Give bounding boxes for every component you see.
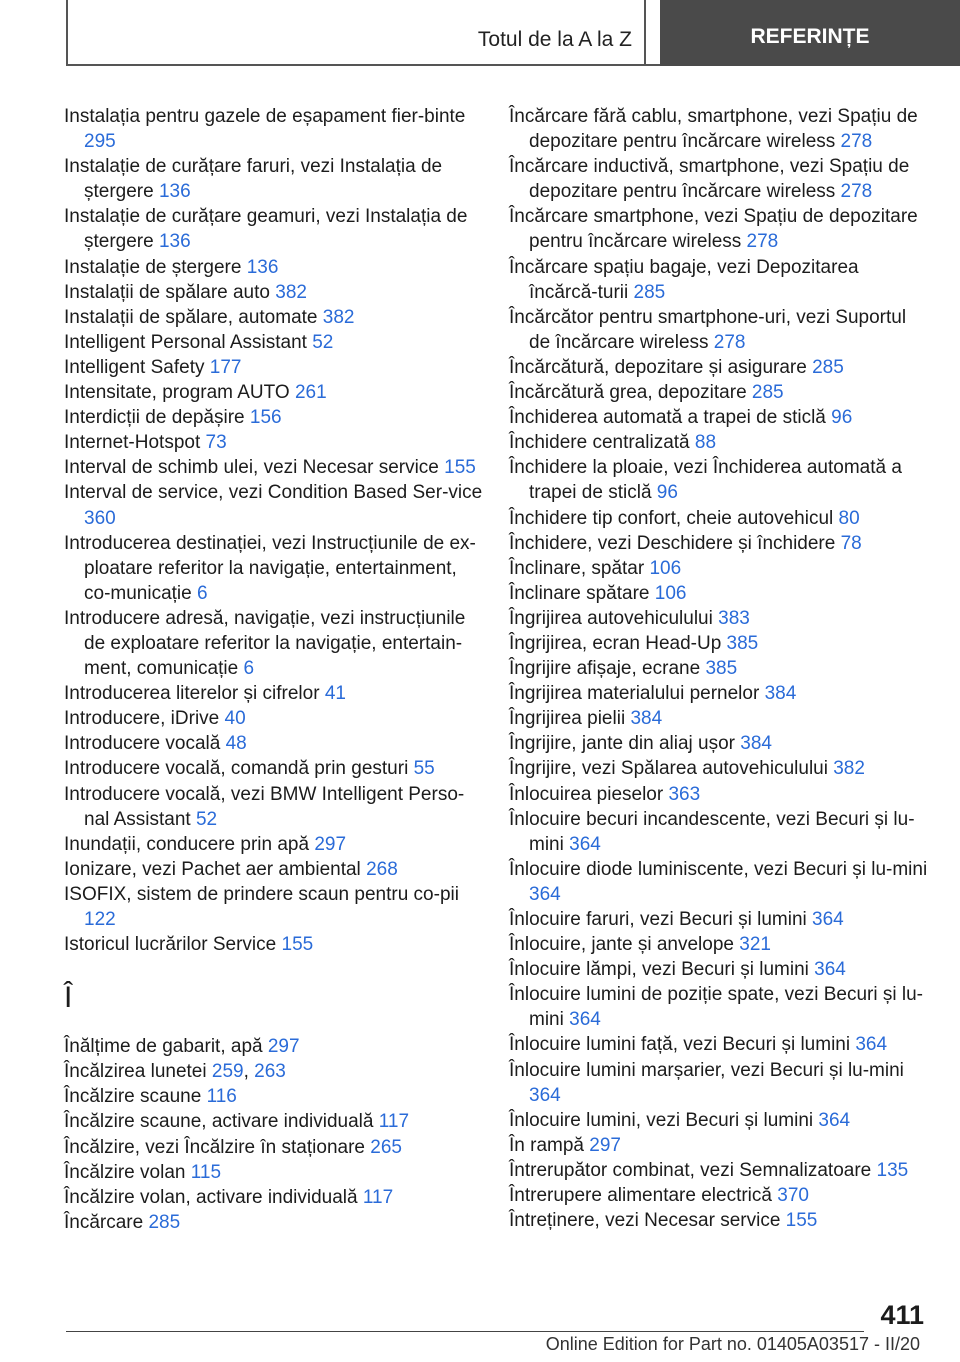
page-header <box>0 0 960 66</box>
index-entry <box>64 1210 484 1235</box>
page-link[interactable]: 364 <box>529 883 561 905</box>
page-link[interactable]: 268 <box>366 858 398 880</box>
index-entry-text: Interval de service, vezi Condition Based Ser-vice <box>64 482 483 504</box>
index-entry <box>64 1135 484 1160</box>
page-separator: , <box>243 1061 255 1083</box>
header-title: Totul de la A la Z <box>477 28 632 51</box>
index-entry-text: Întrerupător combinat, vezi Semnalizatoare <box>509 1159 877 1181</box>
index-entry <box>64 1084 484 1109</box>
index-entry <box>509 556 929 581</box>
index-entry <box>509 782 929 807</box>
index-entry-text: Îngrijirea autovehiculului <box>509 607 719 629</box>
page-link[interactable]: 48 <box>225 733 247 755</box>
index-entry <box>64 305 484 330</box>
index-entry-text: Intelligent Safety <box>64 356 210 378</box>
footer-edition: Online Edition for Part no. 01405A03517 - II/20 <box>545 1334 920 1354</box>
index-entry-text: Încărcare smartphone, vezi Spațiu de depozitare pentru încărcare wireless <box>509 206 918 253</box>
index-entry-text: Introducere vocală <box>64 733 226 755</box>
page-link[interactable]: 135 <box>876 1159 909 1181</box>
index-entry <box>64 330 484 355</box>
footer-rule <box>66 1331 864 1332</box>
index-entry <box>64 681 484 706</box>
index-entry <box>509 405 929 430</box>
index-entry <box>64 606 484 681</box>
page-link[interactable]: 6 <box>243 658 255 680</box>
index-entry-text: Închidere la ploaie, vezi Închiderea automată a trapei de sticlă <box>509 457 902 504</box>
page-link[interactable]: 297 <box>314 833 347 855</box>
index-entry <box>64 782 484 832</box>
index-entry-text: Introducerea destinației, vezi Instrucțiunile de ex-ploatare referitor la navigație, entertainment, co-municație <box>64 532 476 604</box>
index-entry-text: Înălțime de gabarit, apă <box>64 1036 268 1058</box>
page-link[interactable]: 156 <box>249 407 282 429</box>
index-entry <box>509 1108 929 1133</box>
page-link[interactable]: 96 <box>656 482 678 504</box>
page-link[interactable]: 136 <box>246 256 279 278</box>
page-link[interactable]: 155 <box>444 457 476 479</box>
page-link[interactable]: 265 <box>370 1136 402 1158</box>
index-entry-text: Instalații de spălare, automate <box>64 306 323 328</box>
page-link[interactable]: 285 <box>148 1211 181 1233</box>
index-entry <box>509 1158 929 1183</box>
index-entry-text: Închidere centralizată <box>509 432 695 454</box>
page-link[interactable]: 261 <box>294 382 327 404</box>
index-entry <box>509 606 929 631</box>
page-link[interactable]: 384 <box>764 683 797 705</box>
index-entry-text: Închiderea automată a trapei de sticlă <box>509 407 832 429</box>
index-entry <box>64 280 484 305</box>
index-entry <box>509 681 929 706</box>
index-entry <box>64 1160 484 1185</box>
index-entry <box>64 455 484 480</box>
page-link[interactable]: 136 <box>158 231 191 253</box>
index-entry <box>64 154 484 204</box>
page-link[interactable]: 364 <box>855 1034 888 1056</box>
index-entry-text: Interdicții de depășire <box>64 407 250 429</box>
index-entry <box>509 957 929 982</box>
index-entry-text: Înlocuirea pieselor <box>509 783 669 805</box>
index-entry <box>64 204 484 254</box>
index-entry <box>64 104 484 154</box>
index-entry-text: Încălzire volan, activare individuală <box>64 1186 363 1208</box>
page-link[interactable]: 52 <box>195 808 218 830</box>
index-entry-text: Încărcătură, depozitare și asigurare <box>509 356 813 378</box>
page-link[interactable]: 73 <box>205 432 227 454</box>
index-entry <box>509 932 929 957</box>
page-link[interactable]: 136 <box>158 181 191 203</box>
index-entry <box>64 531 484 606</box>
index-entry-text: Istoricul lucrărilor Service <box>64 934 282 956</box>
page-link[interactable]: 116 <box>206 1086 237 1108</box>
index-entry <box>509 706 929 731</box>
page-number: 411 <box>880 1300 924 1330</box>
page-link[interactable]: 321 <box>739 934 771 956</box>
index-entry <box>509 1183 929 1208</box>
index-entry-text: Intelligent Personal Assistant <box>64 331 313 353</box>
index-entry <box>64 355 484 380</box>
index-entry <box>64 731 484 756</box>
index-entry <box>509 656 929 681</box>
index-entry-text: Introducerea literelor și cifrelor <box>64 683 325 705</box>
index-entry-text: Încălzire volan <box>64 1161 191 1183</box>
page-link[interactable]: 259 <box>211 1061 244 1083</box>
index-entry <box>509 581 929 606</box>
index-entry-text: Înlocuire lumini, vezi Becuri și lumini <box>509 1109 819 1131</box>
page-link[interactable]: 385 <box>726 632 759 654</box>
page-link[interactable]: 155 <box>281 934 314 956</box>
index-entry-text: Intensitate, program AUTO <box>64 382 295 404</box>
page-link[interactable]: 370 <box>777 1185 809 1207</box>
index-entry-text: Îngrijirea, ecran Head-Up <box>509 632 727 654</box>
page-link[interactable]: 385 <box>705 658 738 680</box>
index-entry <box>64 1059 484 1084</box>
index-entry-text: Îngrijire afișaje, ecrane <box>509 658 706 680</box>
index-entry <box>64 756 484 781</box>
index-entry <box>509 154 929 204</box>
index-entry <box>509 631 929 656</box>
page-link[interactable]: 106 <box>654 582 687 604</box>
index-entry <box>509 1032 929 1057</box>
index-entry <box>64 882 484 932</box>
page-link[interactable]: 115 <box>190 1161 222 1183</box>
index-entry-text: Încălzire, vezi Încălzire în staționare <box>64 1136 371 1158</box>
index-entry <box>64 1034 484 1059</box>
index-entry-text: Înlocuire lumini marșarier, vezi Becuri și lu-mini <box>509 1059 904 1081</box>
page-link[interactable]: 285 <box>633 281 666 303</box>
index-entry-text: Închidere tip confort, cheie autovehicul <box>509 507 839 529</box>
page-link[interactable]: 363 <box>668 783 701 805</box>
page-link[interactable]: 364 <box>812 909 844 930</box>
index-entry-text: Înlocuire lămpi, vezi Becuri și lumini <box>509 959 815 981</box>
page-link[interactable]: 364 <box>814 959 846 981</box>
index-entry <box>509 506 929 531</box>
index-entry <box>509 455 929 505</box>
page-link[interactable]: 80 <box>838 507 860 529</box>
index-entry-text: Înlocuire, jante și anvelope <box>509 934 740 956</box>
index-entry <box>509 982 929 1032</box>
index-entry <box>509 1058 929 1108</box>
index-entry-text: Instalație de curățare geamuri, vezi Instalația de ștergere <box>64 206 468 253</box>
index-entry-text: ISOFIX, sistem de prindere scaun pentru co-pii <box>64 883 459 905</box>
page-link[interactable]: 52 <box>312 331 334 353</box>
index-entry <box>509 204 929 254</box>
index-entry <box>509 907 929 932</box>
page-link[interactable]: 263 <box>254 1061 286 1083</box>
index-column-left <box>64 104 484 1235</box>
page-link[interactable]: 96 <box>831 407 853 429</box>
index-entry <box>64 255 484 280</box>
page-link[interactable]: 295 <box>84 131 116 153</box>
page-link[interactable]: 122 <box>84 909 116 930</box>
index-entry <box>64 932 484 957</box>
index-entry-text: Înclinare spătare <box>509 582 655 604</box>
index-entry-text: Înlocuire faruri, vezi Becuri și lumini <box>509 909 813 930</box>
index-entry-text: Înlocuire lumini față, vezi Becuri și lumini <box>509 1034 856 1056</box>
index-entry <box>64 1185 484 1210</box>
page-link[interactable]: 278 <box>713 331 746 353</box>
index-entry-text: Introducere adresă, navigație, vezi instrucțiunile de exploatare referitor la navigație, entertain-ment, comunicație <box>64 607 466 680</box>
page-link[interactable]: 297 <box>589 1134 621 1156</box>
index-entry-text: Întreținere, vezi Necesar service <box>509 1210 786 1232</box>
page-link[interactable]: 278 <box>840 131 873 153</box>
index-entry-text: Încălzire scaune, activare individuală <box>64 1111 379 1133</box>
page-link[interactable]: 383 <box>718 607 750 629</box>
index-entry-text: Înlocuire becuri incandescente, vezi Becuri și lu-mini <box>509 808 915 855</box>
index-entry-text: Încărcare <box>64 1211 149 1233</box>
index-entry <box>509 255 929 305</box>
page-link[interactable]: 40 <box>224 708 246 730</box>
index-entry <box>509 380 929 405</box>
index-entry-text: Instalația pentru gazele de eșapament fier-binte <box>64 106 466 127</box>
index-entry <box>509 104 929 154</box>
index-entry-text: Înlocuire lumini de poziție spate, vezi Becuri și lu-mini <box>509 984 923 1031</box>
page-link[interactable]: 382 <box>833 758 865 780</box>
index-entry-text: Îngrijirea pielii <box>509 708 631 730</box>
index-entry-text: Încărcătură grea, depozitare <box>509 382 752 404</box>
index-entry-text: Introducere vocală, comandă prin gesturi <box>64 758 414 780</box>
index-entry <box>509 756 929 781</box>
index-entry <box>509 1208 929 1233</box>
index-entry-text: Întrerupere alimentare electrică <box>509 1185 778 1207</box>
index-column-right <box>509 104 929 1233</box>
index-entry <box>64 480 484 530</box>
page-link[interactable]: 364 <box>529 1084 561 1106</box>
index-entry-text: Încălzire scaune <box>64 1086 207 1108</box>
index-entry-text: Încărcare inductivă, smartphone, vezi Spațiu de depozitare pentru încărcare wireless <box>509 156 910 203</box>
page-link[interactable]: 384 <box>630 708 663 730</box>
index-entry-text: Instalație de curățare faruri, vezi Instalația de ștergere <box>64 156 443 203</box>
index-entry-text: Inundații, conducere prin apă <box>64 833 315 855</box>
index-entry-text: În rampă <box>509 1134 590 1156</box>
index-letter-heading: Î <box>64 981 73 1015</box>
section-tab: REFERINȚE <box>660 0 960 66</box>
index-entry-text: Înclinare, spătar <box>509 557 650 579</box>
page-link[interactable]: 384 <box>740 733 772 755</box>
index-entry-text: Îngrijire, jante din aliaj ușor <box>509 733 741 755</box>
index-entry-text: Interval de schimb ulei, vezi Necesar service <box>64 457 445 479</box>
index-entry <box>64 857 484 882</box>
index-entry <box>64 380 484 405</box>
page-link[interactable]: 364 <box>569 833 601 855</box>
page-link[interactable]: 41 <box>324 683 346 705</box>
index-entry <box>509 731 929 756</box>
page-link[interactable]: 285 <box>751 382 784 404</box>
index-entry <box>509 1133 929 1158</box>
page-link[interactable]: 285 <box>812 356 844 378</box>
page-link[interactable]: 106 <box>649 557 682 579</box>
index-entry <box>509 355 929 380</box>
page-link[interactable]: 364 <box>818 1109 851 1131</box>
index-entry-text: Instalații de spălare auto <box>64 281 276 303</box>
index-entry <box>64 1109 484 1134</box>
header-title-box <box>66 0 646 64</box>
index-entry-text: Încălzirea lunetei <box>64 1061 212 1083</box>
index-entry <box>64 405 484 430</box>
index-entry-text: Instalație de ștergere <box>64 256 247 278</box>
index-entry <box>64 832 484 857</box>
index-entry-text: Îngrijire, vezi Spălarea autovehiculului <box>509 758 834 780</box>
page-link[interactable]: 278 <box>840 181 873 203</box>
page-link[interactable]: 6 <box>197 582 208 604</box>
page-link[interactable]: 364 <box>569 1009 601 1031</box>
page-link[interactable]: 117 <box>362 1186 394 1208</box>
page-link[interactable]: 88 <box>694 432 717 454</box>
page-link[interactable]: 278 <box>746 231 779 253</box>
index-entry <box>509 531 929 556</box>
index-entry <box>509 305 929 355</box>
index-entry <box>509 857 929 907</box>
index-entry-text: Îngrijirea materialului pernelor <box>509 683 765 705</box>
index-entry-text: Încărcător pentru smartphone-uri, vezi Suportul de încărcare wireless <box>509 306 907 353</box>
index-entry-text: Ionizare, vezi Pachet aer ambiental <box>64 858 367 880</box>
index-entry <box>509 430 929 455</box>
page-link[interactable]: 382 <box>275 281 307 303</box>
index-entry-text: Închidere, vezi Deschidere și închidere <box>509 532 841 554</box>
page-link[interactable]: 297 <box>267 1036 300 1058</box>
index-entry-text: Introducere, iDrive <box>64 708 225 730</box>
page-link[interactable]: 382 <box>322 306 355 328</box>
page-link[interactable]: 155 <box>785 1210 818 1232</box>
index-entry-text: Înlocuire diode luminiscente, vezi Becuri și lu-mini <box>509 858 928 880</box>
page-link[interactable]: 117 <box>378 1111 410 1133</box>
index-entry <box>64 706 484 731</box>
page-link[interactable]: 360 <box>84 507 116 529</box>
index-entry-text: Încărcare fără cablu, smartphone, vezi Spațiu de depozitare pentru încărcare wireless <box>509 106 918 153</box>
index-entry-text: Încărcare spațiu bagaje, vezi Depozitarea încărcă-turii <box>509 256 859 303</box>
index-entry <box>64 430 484 455</box>
index-entry <box>509 807 929 857</box>
index-entry-text: Internet-Hotspot <box>64 432 206 454</box>
page-link[interactable]: 177 <box>209 356 242 378</box>
index-entry-text: Introducere vocală, vezi BMW Intelligent Perso-nal Assistant <box>64 783 465 830</box>
page-link[interactable]: 78 <box>840 532 862 554</box>
page-link[interactable]: 55 <box>413 758 435 780</box>
